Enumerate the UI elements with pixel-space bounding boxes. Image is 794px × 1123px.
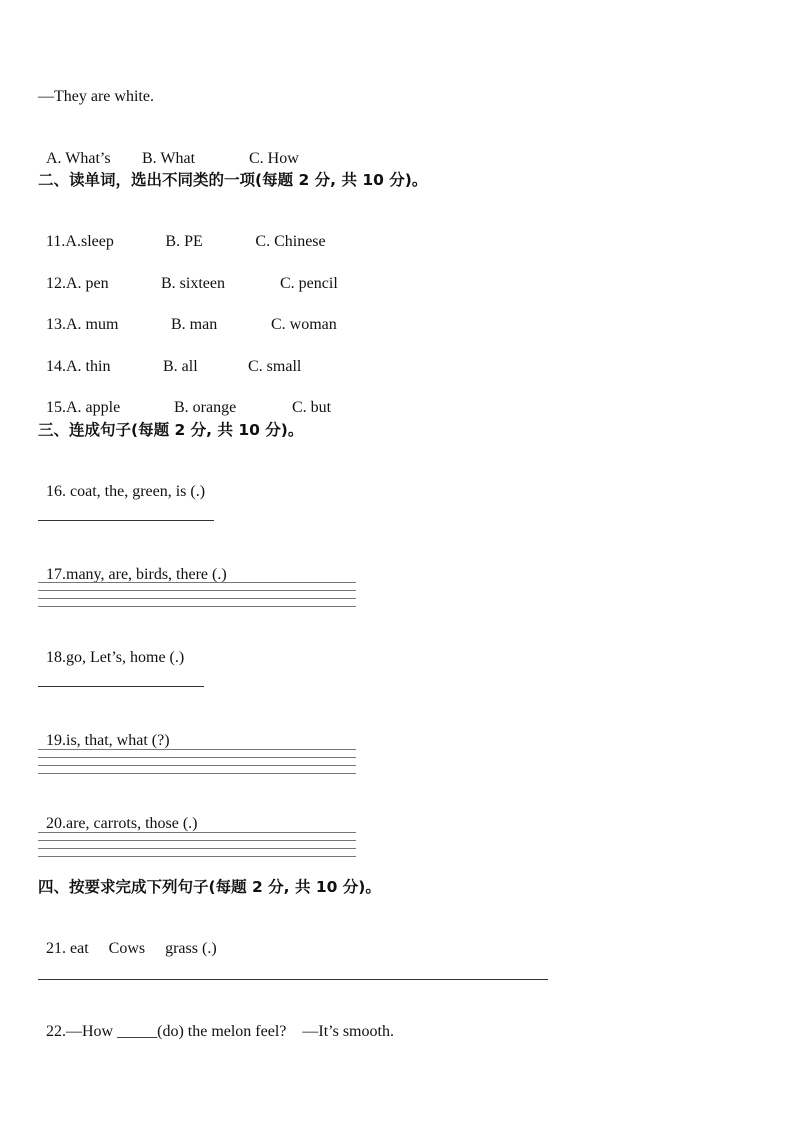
q18-number: 18. [46,649,66,666]
section3-heading: 三、连成句子(每题 2 分, 共 10 分)。 [38,421,304,439]
q12-option-c: C. pencil [280,275,338,292]
q10-option-b: B. What [142,150,196,167]
q18-answer-line[interactable] [38,686,204,687]
q13-option-c: C. woman [271,316,337,333]
q12-option-b: B. sixteen [161,275,225,292]
q21 [38,919,217,959]
q14-option-b: B. all [163,358,198,375]
q15-option-b: B. orange [174,399,237,416]
q15-number: 15. [46,399,66,416]
q11-option-c: C. Chinese [255,233,326,250]
q17 [38,545,227,585]
q19 [38,711,170,751]
q21-text: eat Cows grass (.) [66,940,217,957]
q20 [38,794,198,834]
q18 [38,628,184,668]
q17-text: many, are, birds, there (.) [66,566,227,583]
q22 [38,1002,394,1042]
q12-number: 12. [46,275,66,292]
q10-option-c: C. How [249,150,299,167]
q15-option-a: A. apple [66,399,121,416]
q21-answer-line[interactable] [38,979,548,980]
q12-option-a: A. pen [66,275,109,292]
q16-answer-line[interactable] [38,520,214,521]
q14-option-a: A. thin [66,358,111,375]
section2-heading: 二、读单词，选出不同类的一项(每题 2 分, 共 10 分)。 [38,171,428,189]
q11 [38,212,326,252]
q15 [38,378,331,418]
q17-writing-lines[interactable] [38,582,356,614]
q14-option-c: C. small [248,358,302,375]
q16 [38,462,205,502]
q11-option-a: A.sleep [65,233,114,250]
q13 [38,295,337,335]
q19-text: is, that, what (?) [66,732,170,749]
q10-option-a: A. What’s [46,150,111,167]
q19-writing-lines[interactable] [38,749,356,781]
q10-reply: —They are white. [38,88,154,105]
q20-number: 20. [46,815,66,832]
q14-number: 14. [46,358,66,375]
q20-writing-lines[interactable] [38,832,356,864]
q11-option-b: B. PE [165,233,203,250]
q22-number: 22. [46,1023,66,1040]
q17-number: 17. [46,566,66,583]
q20-text: are, carrots, those (.) [66,815,198,832]
q19-number: 19. [46,732,66,749]
q12 [38,254,338,294]
q13-number: 13. [46,316,66,333]
q21-number: 21. [46,940,66,957]
q15-option-c: C. but [292,399,332,416]
q10-options [38,129,299,169]
q14 [38,337,301,377]
q16-number: 16. [46,483,66,500]
q16-text: coat, the, green, is (.) [66,483,206,500]
q11-number: 11. [46,233,66,250]
section4-heading: 四、按要求完成下列句子(每题 2 分, 共 10 分)。 [38,878,381,896]
q22-text: —How _____(do) the melon feel? —It’s smooth. [66,1023,394,1040]
q18-text: go, Let’s, home (.) [66,649,185,666]
q13-option-a: A. mum [66,316,119,333]
q13-option-b: B. man [171,316,218,333]
